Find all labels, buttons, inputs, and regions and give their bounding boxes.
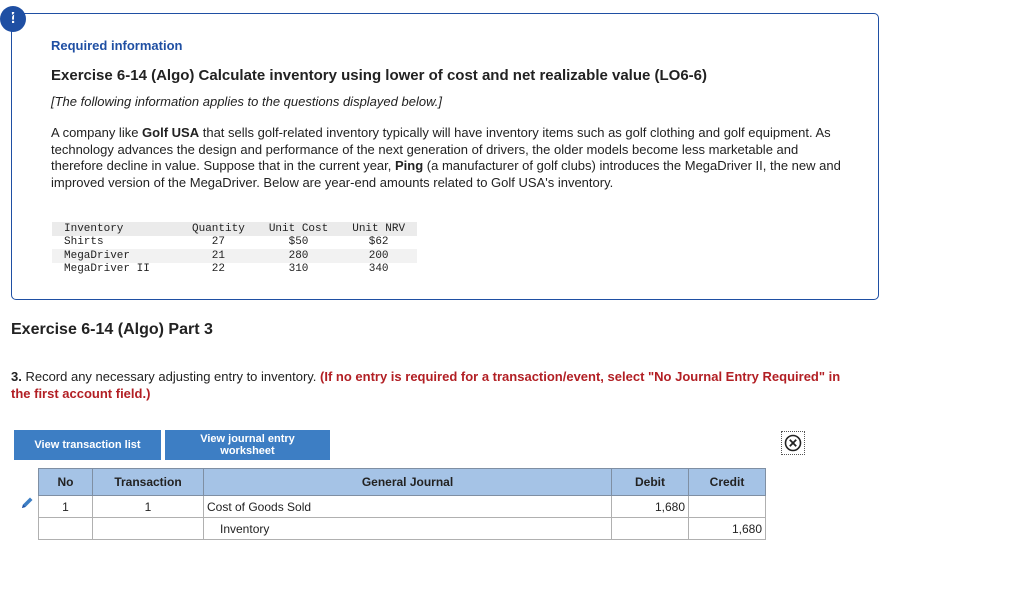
unit-nrv-cell: 200: [340, 249, 417, 263]
info-content: [51, 38, 851, 191]
question-number: 3.: [11, 369, 22, 384]
required-information-label: Required information: [51, 38, 183, 53]
quantity-cell: 27: [211, 236, 225, 249]
view-transaction-list-button[interactable]: View transaction list: [14, 430, 161, 460]
credit-amount-cell: 1,680: [689, 518, 766, 540]
unit-nrv-cell: $62: [368, 236, 389, 249]
table-row: [52, 236, 417, 250]
credit-account-cell: Inventory: [204, 518, 612, 540]
quantity-cell: 22: [211, 263, 225, 276]
transaction-col-header: Transaction: [93, 469, 204, 496]
exclamation-circle-icon: !: [0, 6, 26, 32]
unit-cost-cell: 310: [288, 263, 309, 276]
journal-entry-table: [38, 468, 766, 540]
inventory-cell: MegaDriver: [52, 249, 180, 263]
paragraph-bold-manufacturer: Ping: [395, 158, 424, 173]
table-row[interactable]: [39, 518, 766, 540]
debit-col-header: Debit: [612, 469, 689, 496]
unit-cost-cell: $50: [288, 236, 309, 249]
table-row: [52, 263, 417, 277]
paragraph-text-1: A company like: [51, 125, 143, 140]
quantity-cell: 21: [180, 249, 257, 263]
close-circle-icon[interactable]: [781, 431, 805, 455]
inventory-table: [52, 222, 417, 276]
transaction-cell: [93, 518, 204, 540]
no-col-header: No: [39, 469, 93, 496]
question-prompt: [11, 369, 851, 402]
question-text: Record any necessary adjusting entry to inventory.: [21, 369, 321, 384]
journal-header-row: [39, 469, 766, 496]
debit-amount-cell: 1,680: [612, 496, 689, 518]
info-note: [The following information applies to the questions displayed below.]: [51, 94, 442, 109]
part-title: Exercise 6-14 (Algo) Part 3: [11, 321, 213, 338]
general-journal-col-header: General Journal: [204, 469, 612, 496]
debit-account-cell: Cost of Goods Sold: [204, 496, 612, 518]
inventory-col-header: Inventory: [52, 222, 180, 236]
view-journal-entry-worksheet-button[interactable]: View journal entry worksheet: [165, 430, 330, 460]
entry-number-cell: [39, 518, 93, 540]
unit-nrv-col-header: Unit NRV: [340, 222, 417, 236]
unit-cost-col-header: Unit Cost: [257, 222, 340, 236]
paragraph-text-2: that sells golf-related inventory typically will have inventory items such as golf clothing and golf equipment. As technology advances the design and performance of the next generation of drivers, the older models become less marketable and therefore decline in value. Suppose that in the current year,: [51, 125, 831, 173]
table-row[interactable]: [39, 496, 766, 518]
quantity-col-header: Quantity: [180, 222, 257, 236]
inventory-header-row: [52, 222, 417, 236]
credit-col-header: Credit: [689, 469, 766, 496]
unit-nrv-cell: 340: [368, 263, 389, 276]
close-circle-icon-graphic: [784, 434, 802, 452]
entry-number-cell: 1: [39, 496, 93, 518]
problem-paragraph: [51, 125, 841, 191]
credit-amount-cell: [689, 496, 766, 518]
inventory-cell: MegaDriver II: [64, 263, 150, 276]
pencil-icon[interactable]: [19, 495, 35, 511]
paragraph-bold-company: Golf USA: [142, 125, 200, 140]
required-information-panel: [11, 13, 879, 300]
table-row: [52, 249, 417, 263]
transaction-cell: 1: [93, 496, 204, 518]
exercise-title: Exercise 6-14 (Algo) Calculate inventory using lower of cost and net realizable value (LO6-6): [51, 67, 708, 84]
inventory-cell: Shirts: [64, 236, 104, 249]
debit-amount-cell: [612, 518, 689, 540]
question-instruction: (If no entry is required for a transaction/event, select "No Journal Entry Required" in the first account field.): [11, 369, 841, 401]
unit-cost-cell: 280: [257, 249, 340, 263]
paragraph-text-3: (a manufacturer of golf clubs) introduces the MegaDriver II, the new and improved version of the MegaDriver. Below are year-end amounts related to Golf USA's inventory.: [51, 158, 841, 190]
